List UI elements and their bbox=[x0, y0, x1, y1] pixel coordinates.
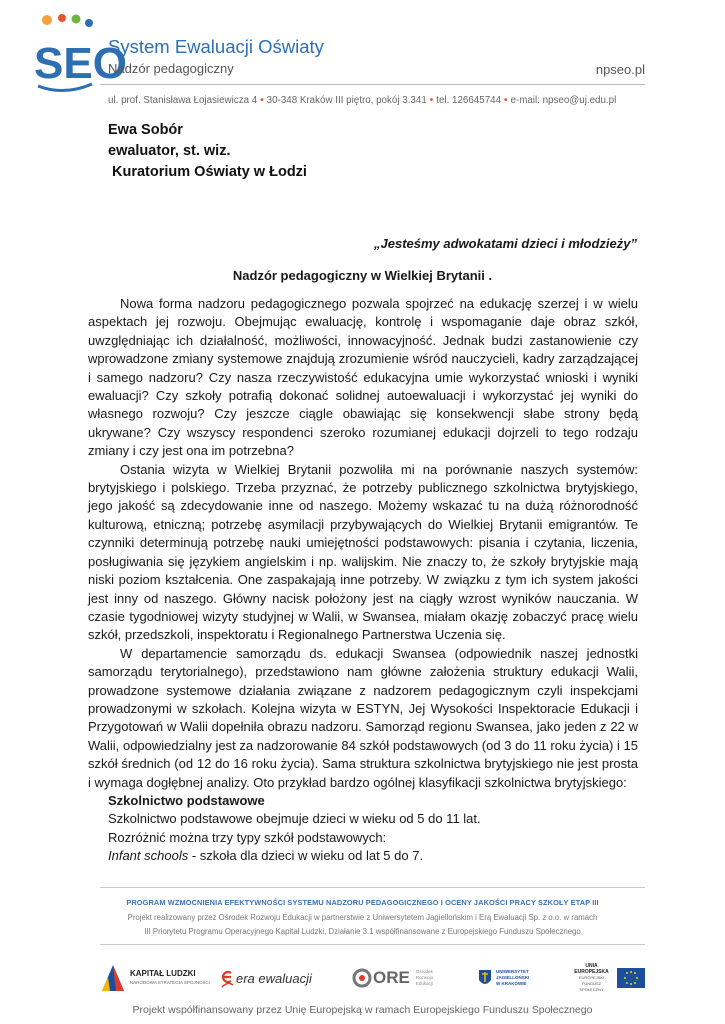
eu-cofinancing-note: Projekt współfinansowany przez Unię Europejską w ramach Europejskiego Funduszu Społecznego bbox=[132, 1004, 593, 1016]
section-heading: Szkolnictwo podstawowe bbox=[108, 792, 265, 808]
ore-logo bbox=[352, 960, 433, 996]
footer-divider bbox=[100, 887, 645, 888]
ore-sub: Rozwoju bbox=[415, 975, 434, 980]
footer-program: PROGRAM WZMOCNIENIA EFEKTYWNOŚCI SYSTEMU NADZORU PEDAGOGICZNEGO I OCENY JAKOŚCI PRACY SZKOŁY ETAP III bbox=[126, 898, 599, 907]
document-title: Nadzór pedagogiczny w Wielkiej Brytanii . bbox=[232, 268, 493, 283]
header-address bbox=[108, 95, 616, 106]
website-link[interactable]: npseo.pl bbox=[595, 62, 645, 77]
address-phone: tel. 126645744 bbox=[436, 95, 502, 106]
ore-ring-icon bbox=[352, 968, 372, 988]
eu-logo bbox=[570, 960, 645, 996]
author-org: Kuratorium Oświaty w Łodzi bbox=[112, 164, 307, 180]
era-ewaluacji-logo bbox=[220, 960, 312, 996]
section-line: Rozróżnić można trzy typy szkół podstawowych: bbox=[108, 829, 387, 845]
address-street: ul. prof. Stanisława Łojasiewicza 4 bbox=[108, 95, 258, 106]
paragraph: Ostania wizyta w Wielkiej Brytanii pozwoliła mi na porównanie naszych systemów: brytyjskiego i polskiego. Trzeba przyznać, że potrzeby publicznego szkolnictwa brytyjskiego, jego jakość są zdecydowanie inne od naszego. Możemy wskazać tu na dużą różnorodność kulturową, etniczną; potrzebę asymilacji przybywających do Wielkiej Brytanii emigrantów. Te czynniki determinują potrzebę nauki umiejętności podstawowych: pisania i czytania, liczenia, posługiwania się językiem angielskim i np. walijskim. Nie znaczy to, że szkoły brytyjskie mają niski poziom kształcenia. One zaspakajają inne potrzeby. W związku z tym ich system jakości jest inny od naszego. Główny nacisk położony jest na ciągły wzrost wyników nauczania. W czasie tygodniowej wizyty studyjnej w Walii, w Swansea, miałam okazję zobaczyć pracę wielu szkół, przedszkoli, inspektoratu i Regionalnego Partnerstwa Uczenia się. bbox=[88, 461, 638, 643]
seo-logo bbox=[34, 14, 127, 94]
section-line: Szkolnictwo podstawowe obejmuje dzieci w wieku od 5 do 11 lat. bbox=[108, 811, 481, 827]
kapital-ludzki-icon bbox=[100, 963, 126, 993]
eu-sub: FUNDUSZ SPOŁECZNY bbox=[579, 981, 604, 992]
paragraph: W departamencie samorządu ds. edukacji Swansea (odpowiednik naszej jednostki samorządu terytorialnego), przedstawiono nam główne założenia struktury edukacji Walii, prowadzone systemowe działania związane z nadzorem pedagogicznym czyli inspekcjami prowadzonymi w szkołach. Kolejna wizyta w ESTYN, Jej Wysokości Inspektoracie Edukacji i Przygotowań w Walii dopełniła obrazu nadzoru. Samorząd regionu Swansea, jako jeden z 22 w Walii, odpowiedzialny jest za nadzorowanie 84 szkół podstawowych (od 3 do 11 roku życia) i 15 szkół średnich (od 12 do 16 roku życia). Sama struktura szkolnictwa brytyjskiego nie jest prosta i wymaga dogłębnej analizy. Oto przykład bardzo ogólnej klasyfikacji szkolnictwa brytyjskiego: bbox=[88, 645, 638, 790]
author-name: Ewa Sobór bbox=[108, 122, 183, 138]
brand-title: System Ewaluacji Oświaty bbox=[108, 36, 324, 57]
uj-text: UNIWERSYTET bbox=[496, 969, 529, 974]
ore-text: ORE bbox=[373, 968, 410, 987]
uj-text: JAGIELLOŃSKI bbox=[496, 975, 530, 980]
author-role: ewaluator, st. wiz. bbox=[108, 143, 231, 159]
footer-line-2: III Priorytetu Programu Operacyjnego Kapitał Ludzki, Działanie 3.1 współfinansowane z Europejskiego Funduszu Społecznego bbox=[144, 927, 581, 936]
article-body bbox=[88, 295, 638, 866]
era-swirl-icon bbox=[220, 967, 234, 989]
partner-logos bbox=[100, 960, 645, 996]
uj-logo bbox=[478, 960, 529, 996]
brand-subtitle: Nadzór pedagogiczny bbox=[108, 61, 234, 76]
ore-sub: Edukacji bbox=[415, 981, 433, 986]
address-bullet: • bbox=[429, 95, 434, 106]
eu-flag-icon bbox=[617, 968, 645, 988]
footer-line-1: Projekt realizowany przez Ośrodek Rozwoju Edukacji w partnerstwie z Uniwersytetem Jagiellońskim i Erą Ewaluacji Sp. z o.o. w ramach bbox=[127, 913, 598, 922]
kapital-ludzki-title: KAPITAŁ LUDZKI bbox=[130, 969, 196, 978]
header-divider bbox=[100, 84, 645, 85]
eu-title: UNIA EUROPEJSKA bbox=[574, 963, 609, 975]
footer-divider bbox=[100, 944, 645, 945]
seo-logo-text: SEO bbox=[34, 39, 127, 88]
era-ewaluacji-text: era ewaluacji bbox=[236, 970, 312, 986]
ore-sub: Ośrodek bbox=[415, 969, 433, 974]
infant-schools-line bbox=[88, 847, 638, 865]
uj-text: W KRAKOWIE bbox=[496, 981, 527, 986]
motto: „Jesteśmy adwokatami dzieci i młodzieży” bbox=[374, 236, 637, 251]
address-bullet: • bbox=[504, 95, 508, 106]
eu-sub: EUROPEJSKI bbox=[578, 975, 605, 980]
uj-crest-icon bbox=[478, 968, 492, 988]
kapital-ludzki-sub: NARODOWA STRATEGIA SPÓJNOŚCI bbox=[130, 980, 211, 985]
kapital-ludzki-logo bbox=[100, 960, 210, 996]
address-email[interactable]: e-mail: npseo@uj.edu.pl bbox=[510, 95, 617, 106]
address-city: 30-348 Kraków III piętro, pokój 3.341 bbox=[266, 95, 427, 106]
author-block bbox=[108, 120, 307, 183]
address-bullet: • bbox=[260, 95, 264, 106]
infant-schools-desc: - szkoła dla dzieci w wieku od lat 5 do 7. bbox=[188, 848, 424, 864]
infant-schools-term: Infant schools bbox=[108, 848, 189, 864]
paragraph: Nowa forma nadzoru pedagogicznego pozwala spojrzeć na edukację szerzej i w wielu aspektach jej rozwoju. Obejmując ewaluację, kontrolę i wspomaganie daje obraz szkół, uwzględniając ich działalność, możliwości, innowacyjność. Jednak budzi zastanowienie czy wprowadzone zmiany systemowe znajdują zrozumienie wśród nauczycieli, kadry zarządzającej i samego nadzoru? Czy nasza rzeczywistość edukacyjna umie wykorzystać wnioski i wyniki ewaluacji? Czy szkoły potrafią dokonać solidnej autoewaluacji i wykorzystać jej wyniki do własnego rozwoju? Czy jeszcze ciągle obawiając się konsekwencji słabe strony będą ukrywane? Czy wszyscy respondenci szeroko rozumianej edukacji dojrzeli to tego rodzaju zmiany i czy jest ona im potrzebna? bbox=[88, 296, 638, 459]
